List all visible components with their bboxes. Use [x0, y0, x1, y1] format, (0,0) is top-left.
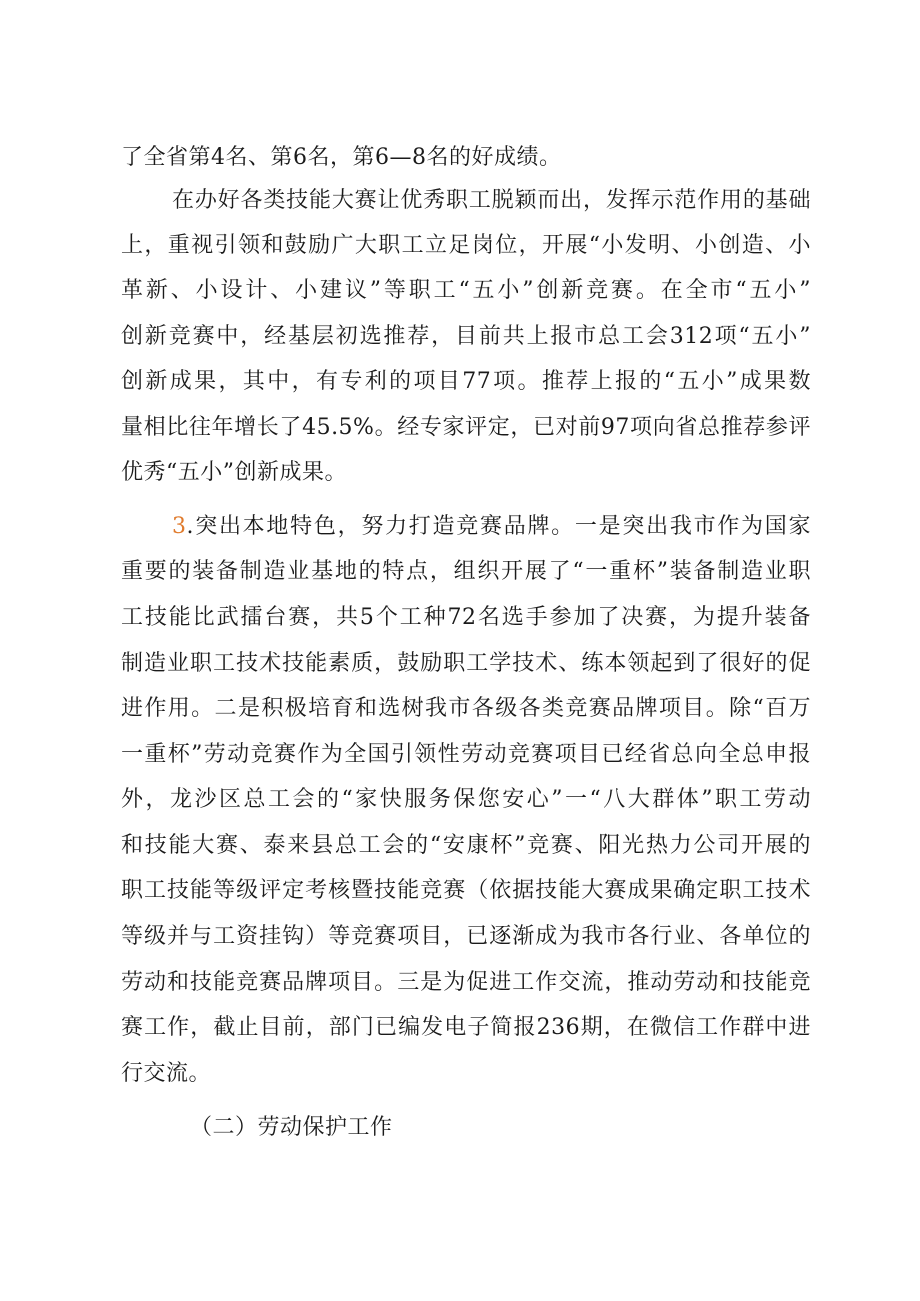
text-line: 和技能大赛、泰来县总工会的“安康杯”竞赛、阳光热力公司开展的 [121, 833, 811, 858]
paragraph-2-line-6 [0, 413, 920, 443]
text-line: 进作用。二是积极培育和选树我市各级各类竞赛品牌项目。除“百万 [121, 696, 811, 721]
paragraph-3-line-4 [0, 649, 920, 679]
text-line: 职工技能等级评定考核暨技能竞赛（依据技能大赛成果确定职工技术 [121, 878, 811, 903]
paragraph-3-line-9 [0, 876, 920, 906]
text-line: 革新、小设计、小建议”等职工“五小”创新竞赛。在全市“五小” [121, 278, 811, 303]
text-line: 重要的装备制造业基地的特点，组织开展了“一重杯”装备制造业职 [121, 559, 811, 584]
text-line: 劳动和技能竞赛品牌项目。三是为促进工作交流，推动劳动和技能竞 [121, 970, 811, 995]
paragraph-1-last-line [0, 143, 920, 173]
text-line: 等级并与工资挂钩）等竞赛项目，已逐渐成为我市各行业、各单位的 [121, 924, 811, 949]
paragraph-3-line-8 [0, 831, 920, 861]
paragraph-3-line-6 [0, 740, 920, 770]
text-line: 一重杯”劳动竞赛作为全国引领性劳动竞赛项目已经省总向全总申报 [121, 742, 811, 767]
text-line: 制造业职工技术技能素质，鼓励职工学技术、练本领起到了很好的促 [121, 651, 811, 676]
paragraph-3-line-2 [0, 557, 920, 587]
text-line-rest: .突出本地特色，努力打造竞赛品牌。一是突出我市作为国家 [186, 514, 811, 539]
paragraph-2-line-2 [0, 231, 920, 261]
paragraph-3-line-1 [0, 512, 920, 542]
text-line: 创新竞赛中，经基层初选推荐，目前共上报市总工会312项“五小” [121, 324, 811, 349]
paragraph-2-line-3 [0, 276, 920, 306]
paragraph-2-line-7 [0, 458, 920, 488]
section-number: 3 [172, 514, 187, 539]
paragraph-3-line-13 [0, 1059, 920, 1089]
text-line: 优秀“五小”创新成果。 [121, 460, 347, 485]
text-line [172, 512, 811, 542]
section-heading-line [0, 1113, 920, 1143]
paragraph-3-line-5 [0, 694, 920, 724]
paragraph-3-line-7 [0, 785, 920, 815]
text-line: 了全省第4名、第6名，第6—8名的好成绩。 [121, 145, 562, 170]
paragraph-3-line-11 [0, 968, 920, 998]
text-line: 在办好各类技能大赛让优秀职工脱颖而出，发挥示范作用的基础 [172, 188, 811, 213]
text-line: 量相比往年增长了45.5%。经专家评定，已对前97项向省总推荐参评 [121, 415, 811, 440]
paragraph-3-line-3 [0, 603, 920, 633]
text-line: 创新成果，其中，有专利的项目77项。推荐上报的“五小”成果数 [121, 369, 811, 394]
paragraph-2-line-5 [0, 367, 920, 397]
paragraph-3-line-10 [0, 922, 920, 952]
paragraph-2-line-4 [0, 322, 920, 352]
text-line: 外，龙沙区总工会的“家快服务保您安心”一“八大群体”职工劳动 [121, 787, 811, 812]
text-line: 上，重视引领和鼓励广大职工立足岗位，开展“小发明、小创造、小 [121, 233, 811, 258]
section-heading: （二）劳动保护工作 [190, 1115, 393, 1140]
text-line: 工技能比武擂台赛，共5个工种72名选手参加了决赛，为提升装备 [121, 605, 811, 630]
paragraph-2-line-1 [0, 186, 920, 216]
text-line: 赛工作，截止目前，部门已编发电子简报236期，在微信工作群中进 [121, 1015, 811, 1040]
paragraph-3-line-12 [0, 1013, 920, 1043]
text-line: 行交流。 [121, 1061, 212, 1086]
